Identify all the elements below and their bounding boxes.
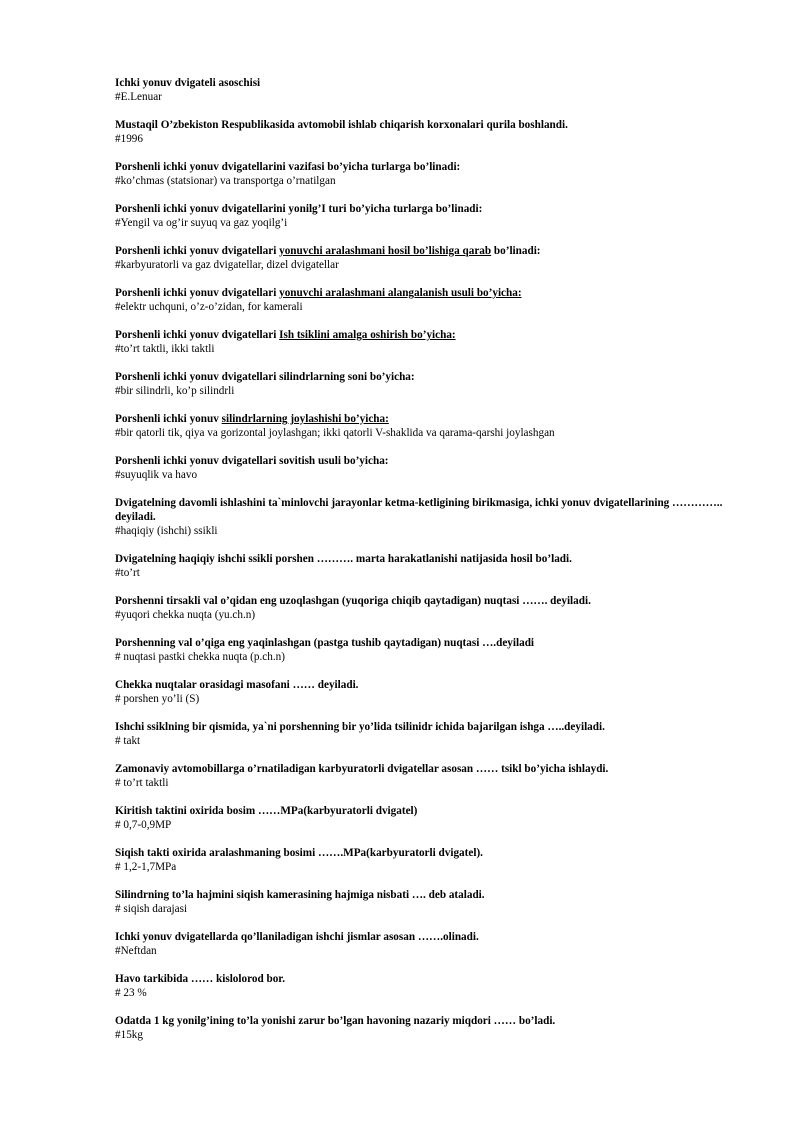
question: Havo tarkibida …… kislolorod bor.	[115, 973, 286, 985]
question: Ichki yonuv dvigatellarda qo’llaniladigan ishchi jismlar asosan …….olinadi.	[115, 931, 479, 943]
underlined-phrase: silindrlarning joylashishi bo’yicha:	[221, 413, 389, 425]
answer: #Yengil va og’ir suyuq va gaz yoqilg’i	[115, 217, 288, 229]
qa-item	[115, 202, 760, 230]
answer: #to’rt taktli, ikki taktli	[115, 343, 215, 355]
qa-item	[115, 804, 760, 832]
answer: # porshen yo’li (S)	[115, 693, 200, 705]
qa-item	[115, 244, 760, 272]
answer: #ko’chmas (statsionar) va transportga o’rnatilgan	[115, 175, 336, 187]
qa-item	[115, 678, 760, 706]
question: Porshenli ichki yonuv dvigatellarini vazifasi bo’yicha turlarga bo’linadi:	[115, 161, 461, 173]
qa-item	[115, 286, 760, 314]
answer: #suyuqlik va havo	[115, 469, 198, 481]
qa-item	[115, 636, 760, 664]
answer: # 0,7-0,9MP	[115, 819, 172, 831]
question: Porshenli ichki yonuv dvigatellari yonuvchi aralashmani alangalanish usuli bo’yicha:	[115, 287, 522, 299]
answer: # 1,2-1,7MPa	[115, 861, 177, 873]
qa-item	[115, 454, 760, 482]
answer: #Neftdan	[115, 945, 157, 957]
question: Kiritish taktini oxirida bosim ……MPa(karbyuratorli dvigatel)	[115, 805, 418, 817]
qa-item	[115, 1014, 760, 1042]
question: Siqish takti oxirida aralashmaning bosimi …….MPa(karbyuratorli dvigatel).	[115, 847, 483, 859]
question: Porshenli ichki yonuv dvigatellari Ish tsiklini amalga oshirish bo’yicha:	[115, 329, 456, 341]
answer: #haqiqiy (ishchi) ssikli	[115, 525, 218, 537]
answer: #bir qatorli tik, qiya va gorizontal joylashgan; ikki qatorli V-shaklida va qarama-qarshi joylashgan	[115, 427, 555, 439]
qa-item	[115, 846, 760, 874]
qa-item	[115, 888, 760, 916]
question: Dvigatelning haqiqiy ishchi ssikli porshen ………. marta harakatlanishi natijasida hosil bo’ladi.	[115, 553, 572, 565]
qa-item	[115, 370, 760, 398]
question: Zamonaviy avtomobillarga o’rnatiladigan karbyuratorli dvigatellar asosan …… tsikl bo’yicha ishlaydi.	[115, 763, 609, 775]
answer: #elektr uchquni, o’z-o’zidan, for kamerali	[115, 301, 303, 313]
qa-item	[115, 160, 760, 188]
answer: #bir silindrli, ko’p silindrli	[115, 385, 235, 397]
question: Mustaqil O’zbekiston Respublikasida avtomobil ishlab chiqarish korxonalari qurila boshlandi.	[115, 119, 568, 131]
answer: #15kg	[115, 1029, 143, 1041]
question: Porshenli ichki yonuv dvigatellari sovitish usuli bo’yicha:	[115, 455, 389, 467]
qa-item	[115, 930, 760, 958]
answer: # to’rt taktli	[115, 777, 169, 789]
answer: # 23 %	[115, 987, 147, 999]
qa-item	[115, 76, 760, 104]
qa-item	[115, 328, 760, 356]
question: Porshenli ichki yonuv dvigatellari yonuvchi aralashmani hosil bo’lishiga qarab bo’linadi:	[115, 245, 541, 257]
underlined-phrase: yonuvchi aralashmani hosil bo’lishiga qarab	[279, 245, 492, 257]
qa-item	[115, 552, 760, 580]
question: Odatda 1 kg yonilg’ining to’la yonishi zarur bo’lgan havoning nazariy miqdori …… bo’ladi.	[115, 1015, 556, 1027]
question: Porshenni tirsakli val o’qidan eng uzoqlashgan (yuqoriga chiqib qaytadigan) nuqtasi ……. deyiladi.	[115, 595, 591, 607]
answer: #yuqori chekka nuqta (yu.ch.n)	[115, 609, 256, 621]
answer: # siqish darajasi	[115, 903, 188, 915]
underlined-phrase: Ish tsiklini amalga oshirish bo’yicha:	[279, 329, 456, 341]
underlined-phrase: yonuvchi aralashmani alangalanish usuli bo’yicha:	[279, 287, 522, 299]
qa-item	[115, 972, 760, 1000]
question: Porshenli ichki yonuv silindrlarning joylashishi bo’yicha:	[115, 413, 389, 425]
answer: #1996	[115, 133, 143, 145]
question: Porshenning val o’qiga eng yaqinlashgan (pastga tushib qaytadigan) nuqtasi ….deyiladi	[115, 637, 535, 649]
qa-item	[115, 720, 760, 748]
question: Ishchi ssiklning bir qismida, ya`ni porshenning bir yo’lida tsilinidr ichida bajarilgan ishga …..deyiladi.	[115, 721, 605, 733]
question: Ichki yonuv dvigateli asoschisi	[115, 77, 261, 89]
question: Porshenli ichki yonuv dvigatellarini yonilg’I turi bo’yicha turlarga bo’linadi:	[115, 203, 483, 215]
answer: #E.Lenuar	[115, 91, 162, 103]
answer: # nuqtasi pastki chekka nuqta (p.ch.n)	[115, 651, 285, 663]
question: Chekka nuqtalar orasidagi masofani …… deyiladi.	[115, 679, 359, 691]
answer: #karbyuratorli va gaz dvigatellar, dizel dvigatellar	[115, 259, 339, 271]
qa-item	[115, 118, 760, 146]
qa-item	[115, 412, 760, 440]
question: Porshenli ichki yonuv dvigatellari silindrlarning soni bo’yicha:	[115, 371, 415, 383]
question: Dvigatelning davomli ishlashini ta`minlovchi jarayonlar ketma-ketligining birikmasiga, ichki yonuv dvigatellarining ………….. deyiladi.	[115, 497, 723, 523]
qa-item	[115, 594, 760, 622]
question: Silindrning to’la hajmini siqish kamerasining hajmiga nisbati …. deb ataladi.	[115, 889, 485, 901]
qa-item	[115, 496, 760, 538]
answer: #to’rt	[115, 567, 140, 579]
answer: # takt	[115, 735, 141, 747]
qa-item	[115, 762, 760, 790]
